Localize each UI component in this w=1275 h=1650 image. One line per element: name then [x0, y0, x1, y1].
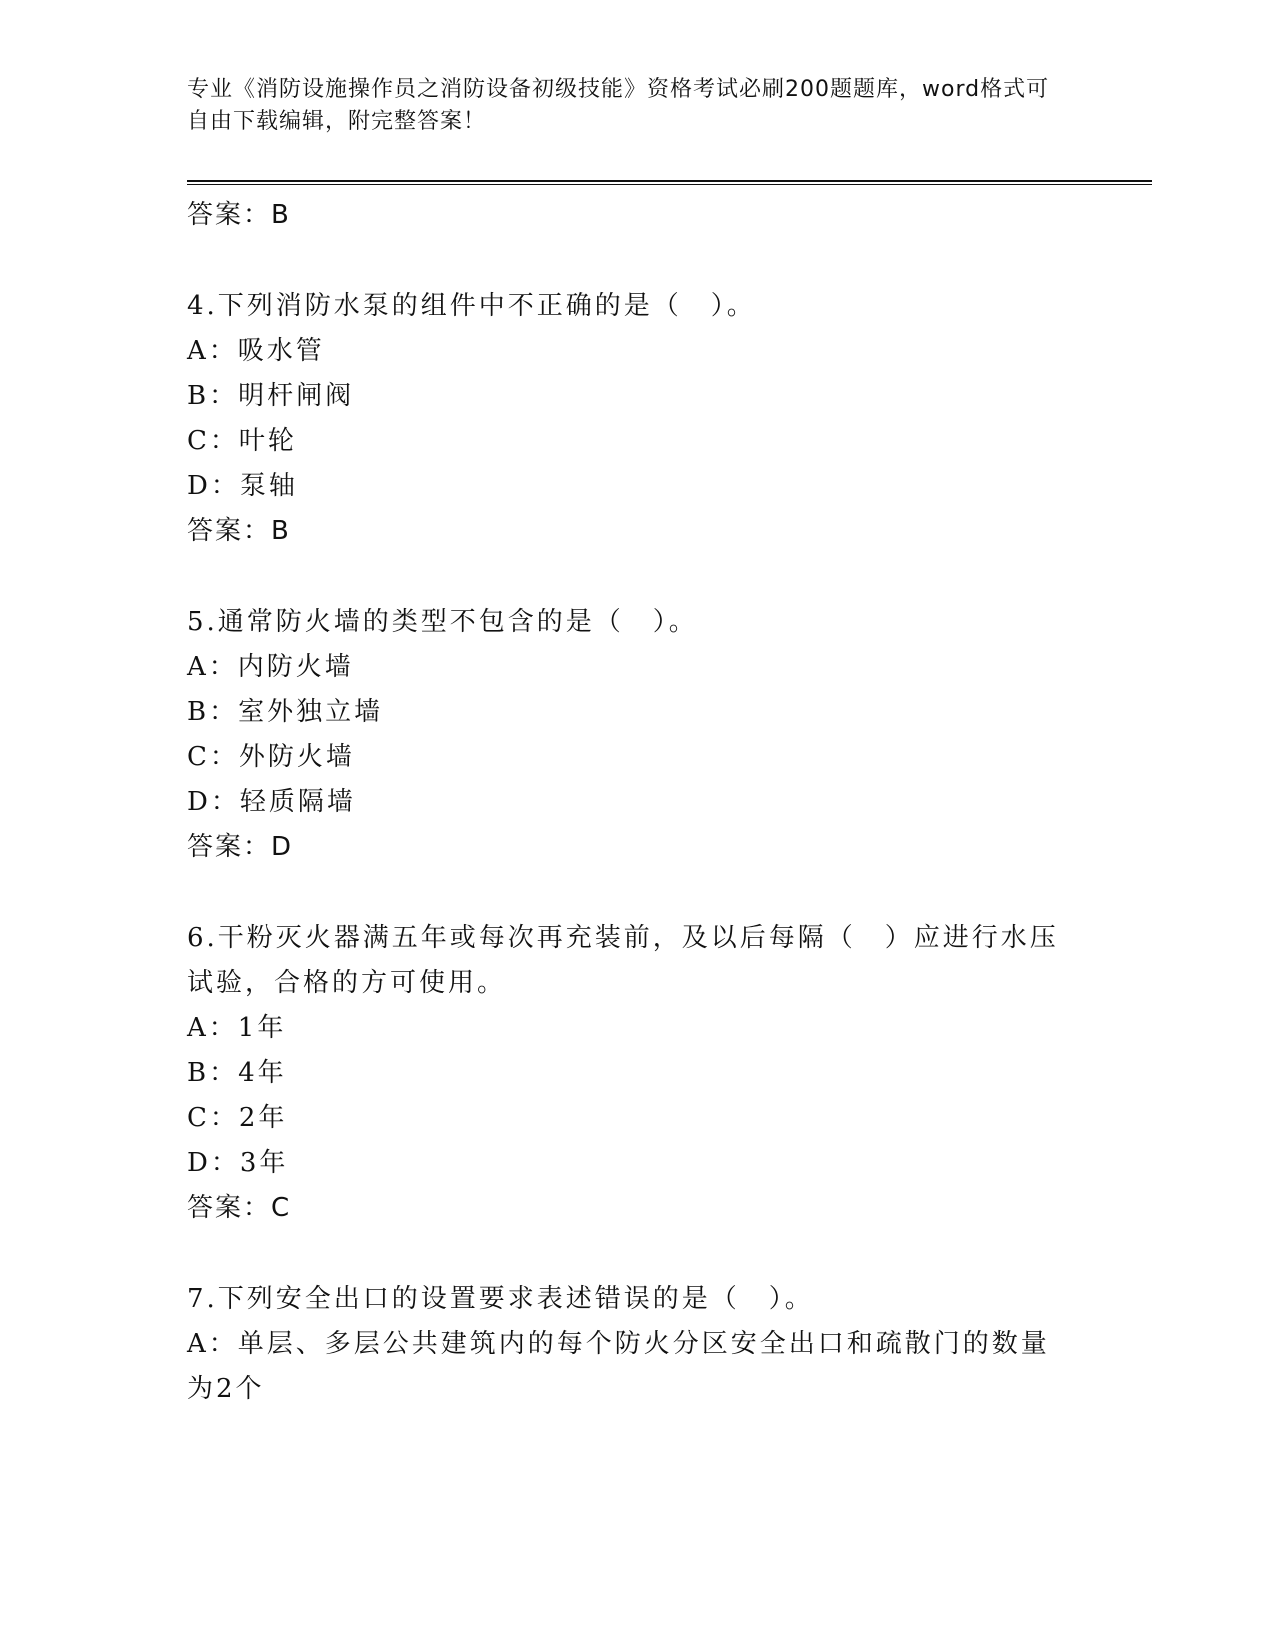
question-stem: 7.下列安全出口的设置要求表述错误的是（ ）。: [187, 1284, 814, 1314]
header-divider-thick: [187, 180, 1152, 182]
option-a: A：内防火墙: [187, 652, 354, 682]
question-stem: 4.下列消防水泵的组件中不正确的是（ ）。: [187, 291, 756, 321]
question-6: [187, 916, 1077, 1230]
answer: 答案：D: [187, 832, 294, 862]
option-b: B：室外独立墙: [187, 697, 384, 727]
question-7: [187, 1277, 1077, 1412]
option-d: D：3年: [187, 1148, 289, 1178]
answer: 答案：C: [187, 1193, 292, 1223]
document-header: 专业《消防设施操作员之消防设备初级技能》资格考试必刷200题题库，word格式可自由下载编辑，附完整答案！: [187, 77, 1050, 134]
header-divider-thin: [187, 184, 1152, 185]
option-c: C：2年: [187, 1103, 288, 1133]
option-a: A：1年: [187, 1013, 287, 1043]
option-d: D：泵轴: [187, 471, 298, 501]
option-b: B：4年: [187, 1058, 287, 1088]
previous-answer: 答案：B: [187, 200, 291, 230]
option-a: A：吸水管: [187, 336, 325, 366]
question-stem: 5.通常防火墙的类型不包含的是（ ）。: [187, 607, 698, 637]
option-c: C：叶轮: [187, 426, 297, 456]
option-c: C：外防火墙: [187, 742, 355, 772]
answer: 答案：B: [187, 516, 291, 546]
question-stem: 6.干粉灭火器满五年或每次再充装前，及以后每隔（ ）应进行水压试验，合格的方可使用。: [187, 923, 1059, 998]
option-a: A：单层、多层公共建筑内的每个防火分区安全出口和疏散门的数量为2个: [187, 1329, 1050, 1404]
option-d: D：轻质隔墙: [187, 787, 356, 817]
question-list: [187, 193, 1077, 1412]
question-4: [187, 284, 1077, 553]
option-b: B：明杆闸阀: [187, 381, 355, 411]
question-5: [187, 600, 1077, 869]
